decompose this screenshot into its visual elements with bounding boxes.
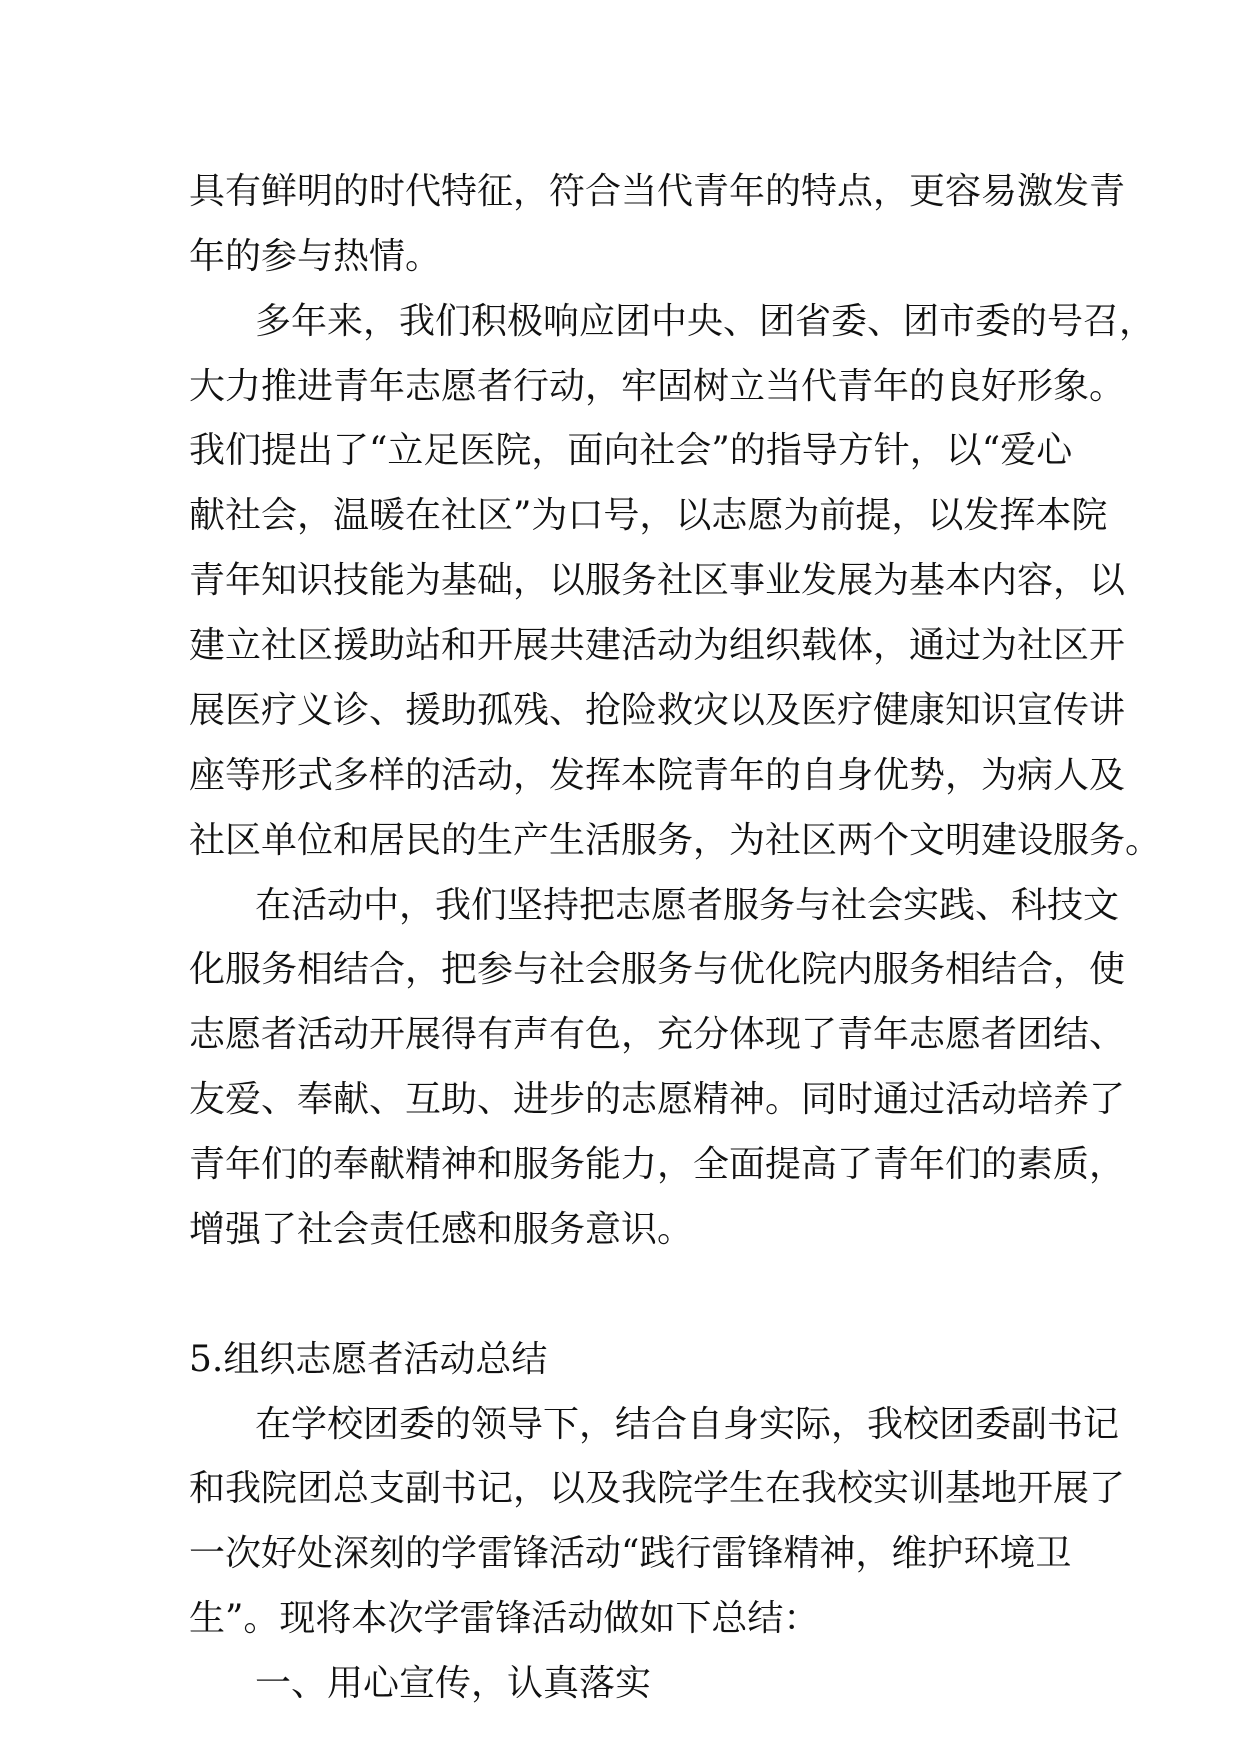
text-line: 社区单位和居民的生产生活服务，为社区两个文明建设服务。	[189, 819, 1162, 861]
text-line: 我们提出了“立足医院，面向社会”的指导方针，以“爱心	[189, 430, 1073, 472]
text-line: 年的参与热情。	[189, 235, 442, 277]
text-line: 座等形式多样的活动，发挥本院青年的自身优势，为病人及	[189, 754, 1126, 796]
text-line: 一次好处深刻的学雷锋活动“践行雷锋精神，维护环境卫	[189, 1533, 1072, 1575]
text-line: 献社会，温暖在社区”为口号，以志愿为前提，以发挥本院	[189, 495, 1108, 537]
text-line: 友爱、奉献、互助、进步的志愿精神。同时通过活动培养了	[189, 1079, 1126, 1121]
paragraph-start: 多年来，我们积极响应团中央、团省委、团市委的号召，	[255, 300, 1156, 342]
text-line: 志愿者活动开展得有声有色，充分体现了青年志愿者团结、	[189, 1014, 1126, 1056]
text-line: 大力推进青年志愿者行动，牢固树立当代青年的良好形象。	[189, 365, 1126, 407]
text-line: 和我院团总支副书记，以及我院学生在我校实训基地开展了	[189, 1468, 1126, 1510]
text-line: 展医疗义诊、援助孤残、抢险救灾以及医疗健康知识宣传讲	[189, 689, 1126, 731]
text-line: 青年们的奉献精神和服务能力，全面提高了青年们的素质，	[189, 1144, 1126, 1186]
text-line: 化服务相结合，把参与社会服务与优化院内服务相结合，使	[189, 949, 1126, 991]
subsection-heading: 一、用心宣传，认真落实	[255, 1663, 652, 1704]
text-line: 增强了社会责任感和服务意识。	[189, 1208, 694, 1250]
text-line: 生”。现将本次学雷锋活动做如下总结：	[189, 1598, 820, 1640]
paragraph-start: 在学校团委的领导下，结合自身实际，我校团委副书记	[255, 1403, 1120, 1445]
section-heading: 5.组织志愿者活动总结	[189, 1338, 548, 1380]
text-line: 建立社区援助站和开展共建活动为组织载体，通过为社区开	[189, 625, 1126, 667]
text-line: 具有鲜明的时代特征，符合当代青年的特点，更容易激发青	[189, 171, 1126, 212]
paragraph-start: 在活动中，我们坚持把志愿者服务与社会实践、科技文	[255, 884, 1120, 926]
text-line: 青年知识技能为基础，以服务社区事业发展为基本内容，以	[189, 560, 1126, 602]
